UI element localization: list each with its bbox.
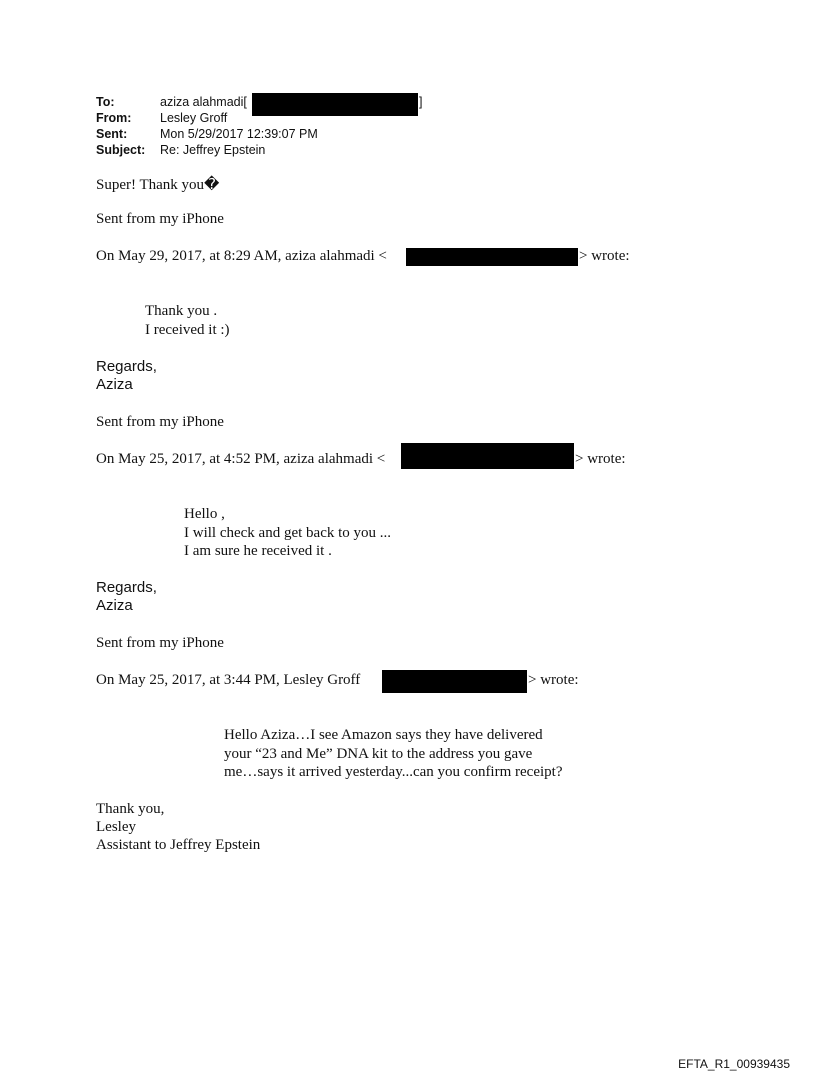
quote-header: On May 25, 2017, at 4:52 PM, aziza alahmadi < [96, 451, 386, 467]
body-line: Super! Thank you� [96, 177, 220, 193]
sent-from-iphone: Sent from my iPhone [96, 414, 224, 430]
quoted-message-line: Thank you . [145, 303, 218, 319]
redaction-box [382, 670, 527, 693]
quote-header-suffix: > wrote: [528, 672, 579, 688]
signature-regards: Regards, [96, 579, 157, 596]
quote-header-suffix: > wrote: [575, 451, 626, 467]
from-value: Lesley Groff [160, 111, 228, 125]
sent-label: Sent: [96, 127, 128, 141]
quoted-message-line: Hello , [184, 506, 225, 522]
quoted-message-line: your “23 and Me” DNA kit to the address you gave [224, 746, 533, 762]
signature-regards: Regards, [96, 358, 157, 375]
sent-from-iphone: Sent from my iPhone [96, 211, 224, 227]
to-bracket-close: ] [419, 95, 423, 109]
signature-name: Aziza [96, 376, 133, 393]
sent-value: Mon 5/29/2017 12:39:07 PM [160, 127, 318, 141]
quoted-message-line: I received it :) [145, 322, 230, 338]
sent-from-iphone: Sent from my iPhone [96, 635, 224, 651]
redaction-box [401, 443, 574, 469]
quoted-message-line: I will check and get back to you ... [184, 525, 392, 541]
redaction-box [252, 93, 418, 116]
quoted-message-line: Hello Aziza…I see Amazon says they have delivered [224, 727, 543, 743]
document-id: EFTA_R1_00939435 [678, 1057, 790, 1071]
subject-label: Subject: [96, 143, 146, 157]
quote-header-suffix: > wrote: [579, 248, 630, 264]
closing-line: Thank you, [96, 801, 165, 817]
signature-name: Aziza [96, 597, 133, 614]
quoted-message-line: I am sure he received it . [184, 543, 332, 559]
from-label: From: [96, 111, 132, 125]
closing-line: Lesley [96, 819, 136, 835]
quoted-message-line: me…says it arrived yesterday...can you confirm receipt? [224, 764, 563, 780]
redaction-box [406, 248, 578, 266]
subject-value: Re: Jeffrey Epstein [160, 143, 266, 157]
to-value: aziza alahmadi[ [160, 95, 247, 109]
closing-line: Assistant to Jeffrey Epstein [96, 837, 261, 853]
to-label: To: [96, 95, 115, 109]
quote-header: On May 25, 2017, at 3:44 PM, Lesley Groff [96, 672, 361, 688]
quote-header: On May 29, 2017, at 8:29 AM, aziza alahmadi < [96, 248, 387, 264]
